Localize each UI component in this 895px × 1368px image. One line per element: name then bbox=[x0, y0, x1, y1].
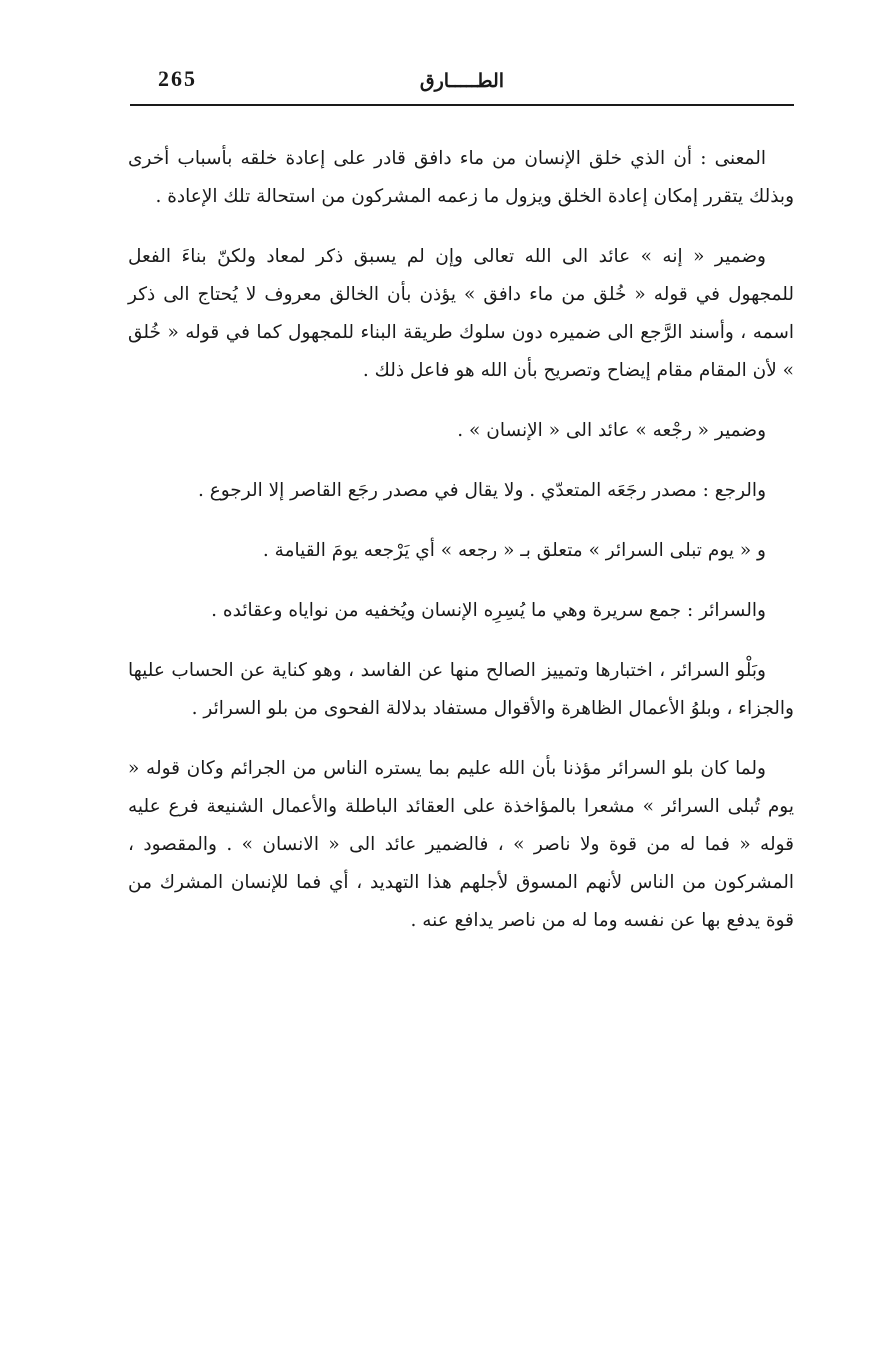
paragraph-meaning: المعنى : أن الذي خلق الإنسان من ماء دافق قادر على إعادة خلقه بأسباب أخرى وبذلك يتقرر إمكان إعادة الخلق ويزول ما زعمه المشركون من استحالة تلك الإعادة . bbox=[128, 148, 794, 207]
paragraph-conclusion: ولما كان بلو السرائر مؤذنا بأن الله عليم بما يستره الناس من الجرائم وكان قوله « يوم تُبلى السرائر » مشعرا بالمؤاخذة على العقائد الباطلة والأعمال الشنيعة فرع عليه قوله « فما له من قوة ولا ناصر » ، فالضمير عائد الى « الانسان » . والمقصود ، المشركون من الناس لأنهم المسوق لأجلهم هذا التهديد ، أي فما للإنسان المشرك من قوة يدفع بها عن نفسه وما له من ناصر يدافع عنه . bbox=[128, 758, 794, 931]
running-title: الطـــــارق bbox=[419, 70, 505, 92]
paragraph-pronoun-innahu: وضمير « إنه » عائد الى الله تعالى وإن لم يسبق ذكر لمعاد ولكنّ بناءَ الفعل للمجهول في قوله « خُلق من ماء دافق » يؤذن بأن الخالق معروف لا يُحتاج الى ذكر اسمه ، وأسند الرَّجع الى ضميره دون سلوك طريقة البناء للمجهول كما في قوله « خُلق » لأن المقام مقام إيضاح وتصريح بأن الله هو فاعل ذلك . bbox=[128, 246, 794, 381]
page-header bbox=[130, 64, 794, 104]
paragraph-balw-al-saraair: وبَلْو السرائر ، اختبارها وتمييز الصالح منها عن الفاسد ، وهو كناية عن الحساب عليها والجزاء ، وبلوُ الأعمال الظاهرة والأقوال مستفاد بدلالة الفحوى من بلو السرائر . bbox=[128, 660, 794, 719]
header-rule bbox=[130, 104, 794, 106]
paragraph-yawm-tubla: و « يوم تبلى السرائر » متعلق بـ « رجعه » أي يَرْجعه يومَ القيامة . bbox=[262, 540, 766, 561]
body-text bbox=[128, 140, 794, 962]
paragraph-al-raj: والرجع : مصدر رجَعَه المتعدّي . ولا يقال في مصدر رجَع القاصر إلا الرجوع . bbox=[197, 480, 766, 501]
paragraph-al-saraair: والسرائر : جمع سريرة وهي ما يُسِرِه الإنسان ويُخفيه من نواياه وعقائده . bbox=[211, 600, 766, 621]
page-number: 265 bbox=[158, 66, 197, 91]
paragraph-pronoun-rajih: وضمير « رجْعه » عائد الى « الإنسان » . bbox=[457, 420, 766, 441]
